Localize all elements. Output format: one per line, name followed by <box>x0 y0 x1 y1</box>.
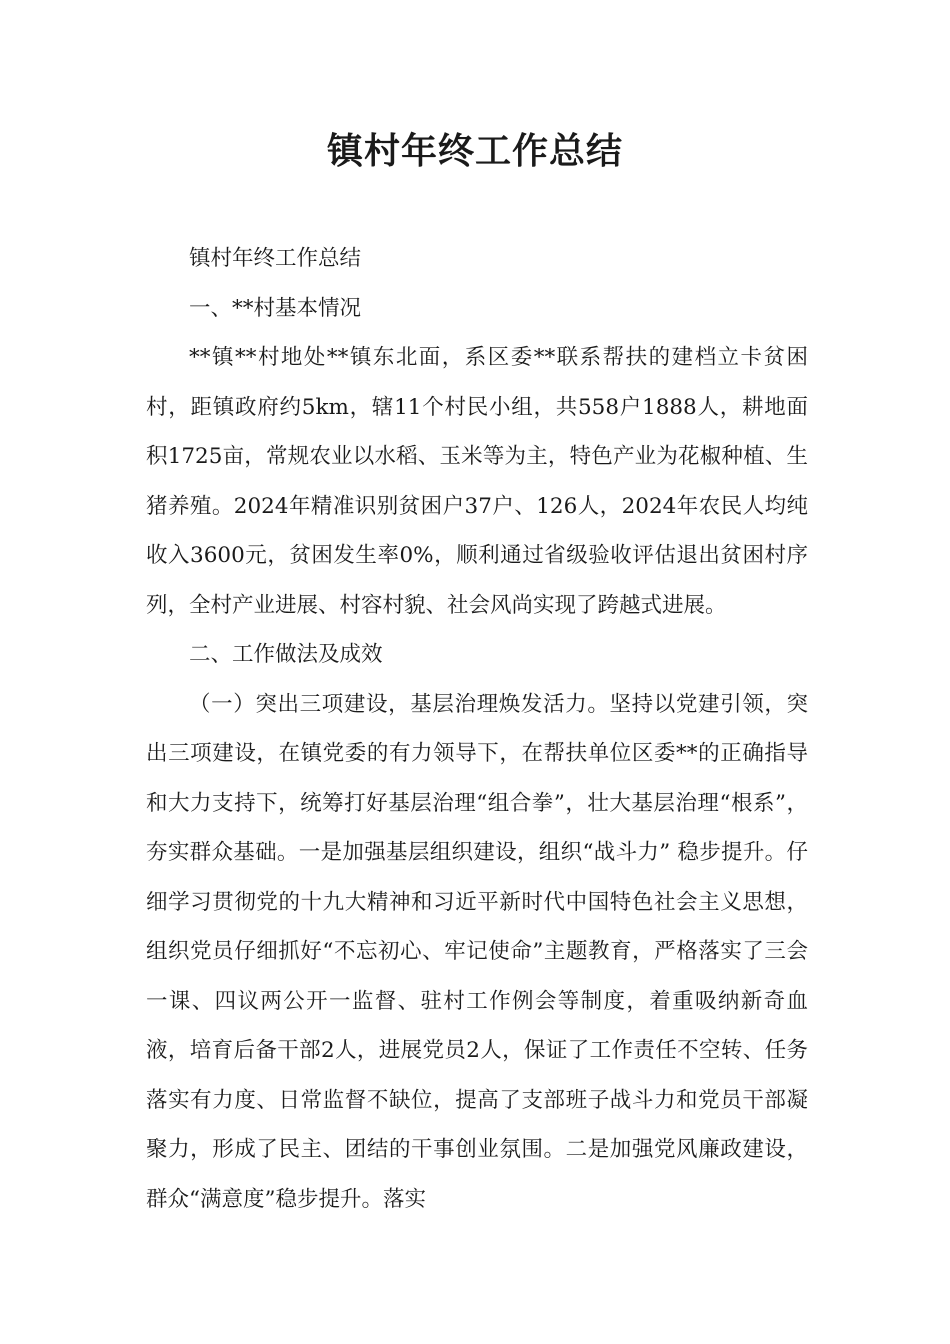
body-paragraph: **镇**村地处**镇东北面，系区委**联系帮扶的建档立卡贫困村，距镇政府约5km，辖11个村民小组，共558户1888人，耕地面积1725亩，常规农业以水稻、玉米等为主，特色产业为花椒种植、生猪养殖。2024年精准识别贫困户37户、126人，2024年农民人均纯收入3600元，贫困发生率0%，顺利通过省级验收评估退出贫困村序列，全村产业进展、村容村貌、社会风尚实现了跨越式进展。 <box>146 345 808 618</box>
section-heading-1: 一、**村基本情况 <box>189 295 362 321</box>
document-title: 镇村年终工作总结 <box>326 131 623 172</box>
subtitle-paragraph: 镇村年终工作总结 <box>189 246 362 271</box>
section-heading-2: 二、工作做法及成效 <box>189 642 383 667</box>
body-paragraph: （一）突出三项建设，基层治理焕发活力。坚持以党建引领，突出三项建设，在镇党委的有力领导下，在帮扶单位区委**的正确指导和大力支持下，统筹打好基层治理“组合拳”，壮大基层治理“根系”，夯实群众基础。一是加强基层组织建设，组织“战斗力” 稳步提升。仔细学习贯彻党的十九大精神和习近平新时代中国特色社会主义思想，组织党员仔细抓好“不忘初心、牢记使命”主题教育，严格落实了三会一课、四议两公开一监督、驻村工作例会等制度，着重吸纳新奇血液，培育后备干部2人，进展党员2人，保证了工作责任不空转、任务落实有力度、日常监督不缺位，提高了支部班子战斗力和党员干部凝聚力，形成了民主、团结的干事创业氛围。二是加强党风廉政建设，群众“满意度”稳步提升。落实 <box>146 691 809 1212</box>
document-body <box>146 234 808 1224</box>
